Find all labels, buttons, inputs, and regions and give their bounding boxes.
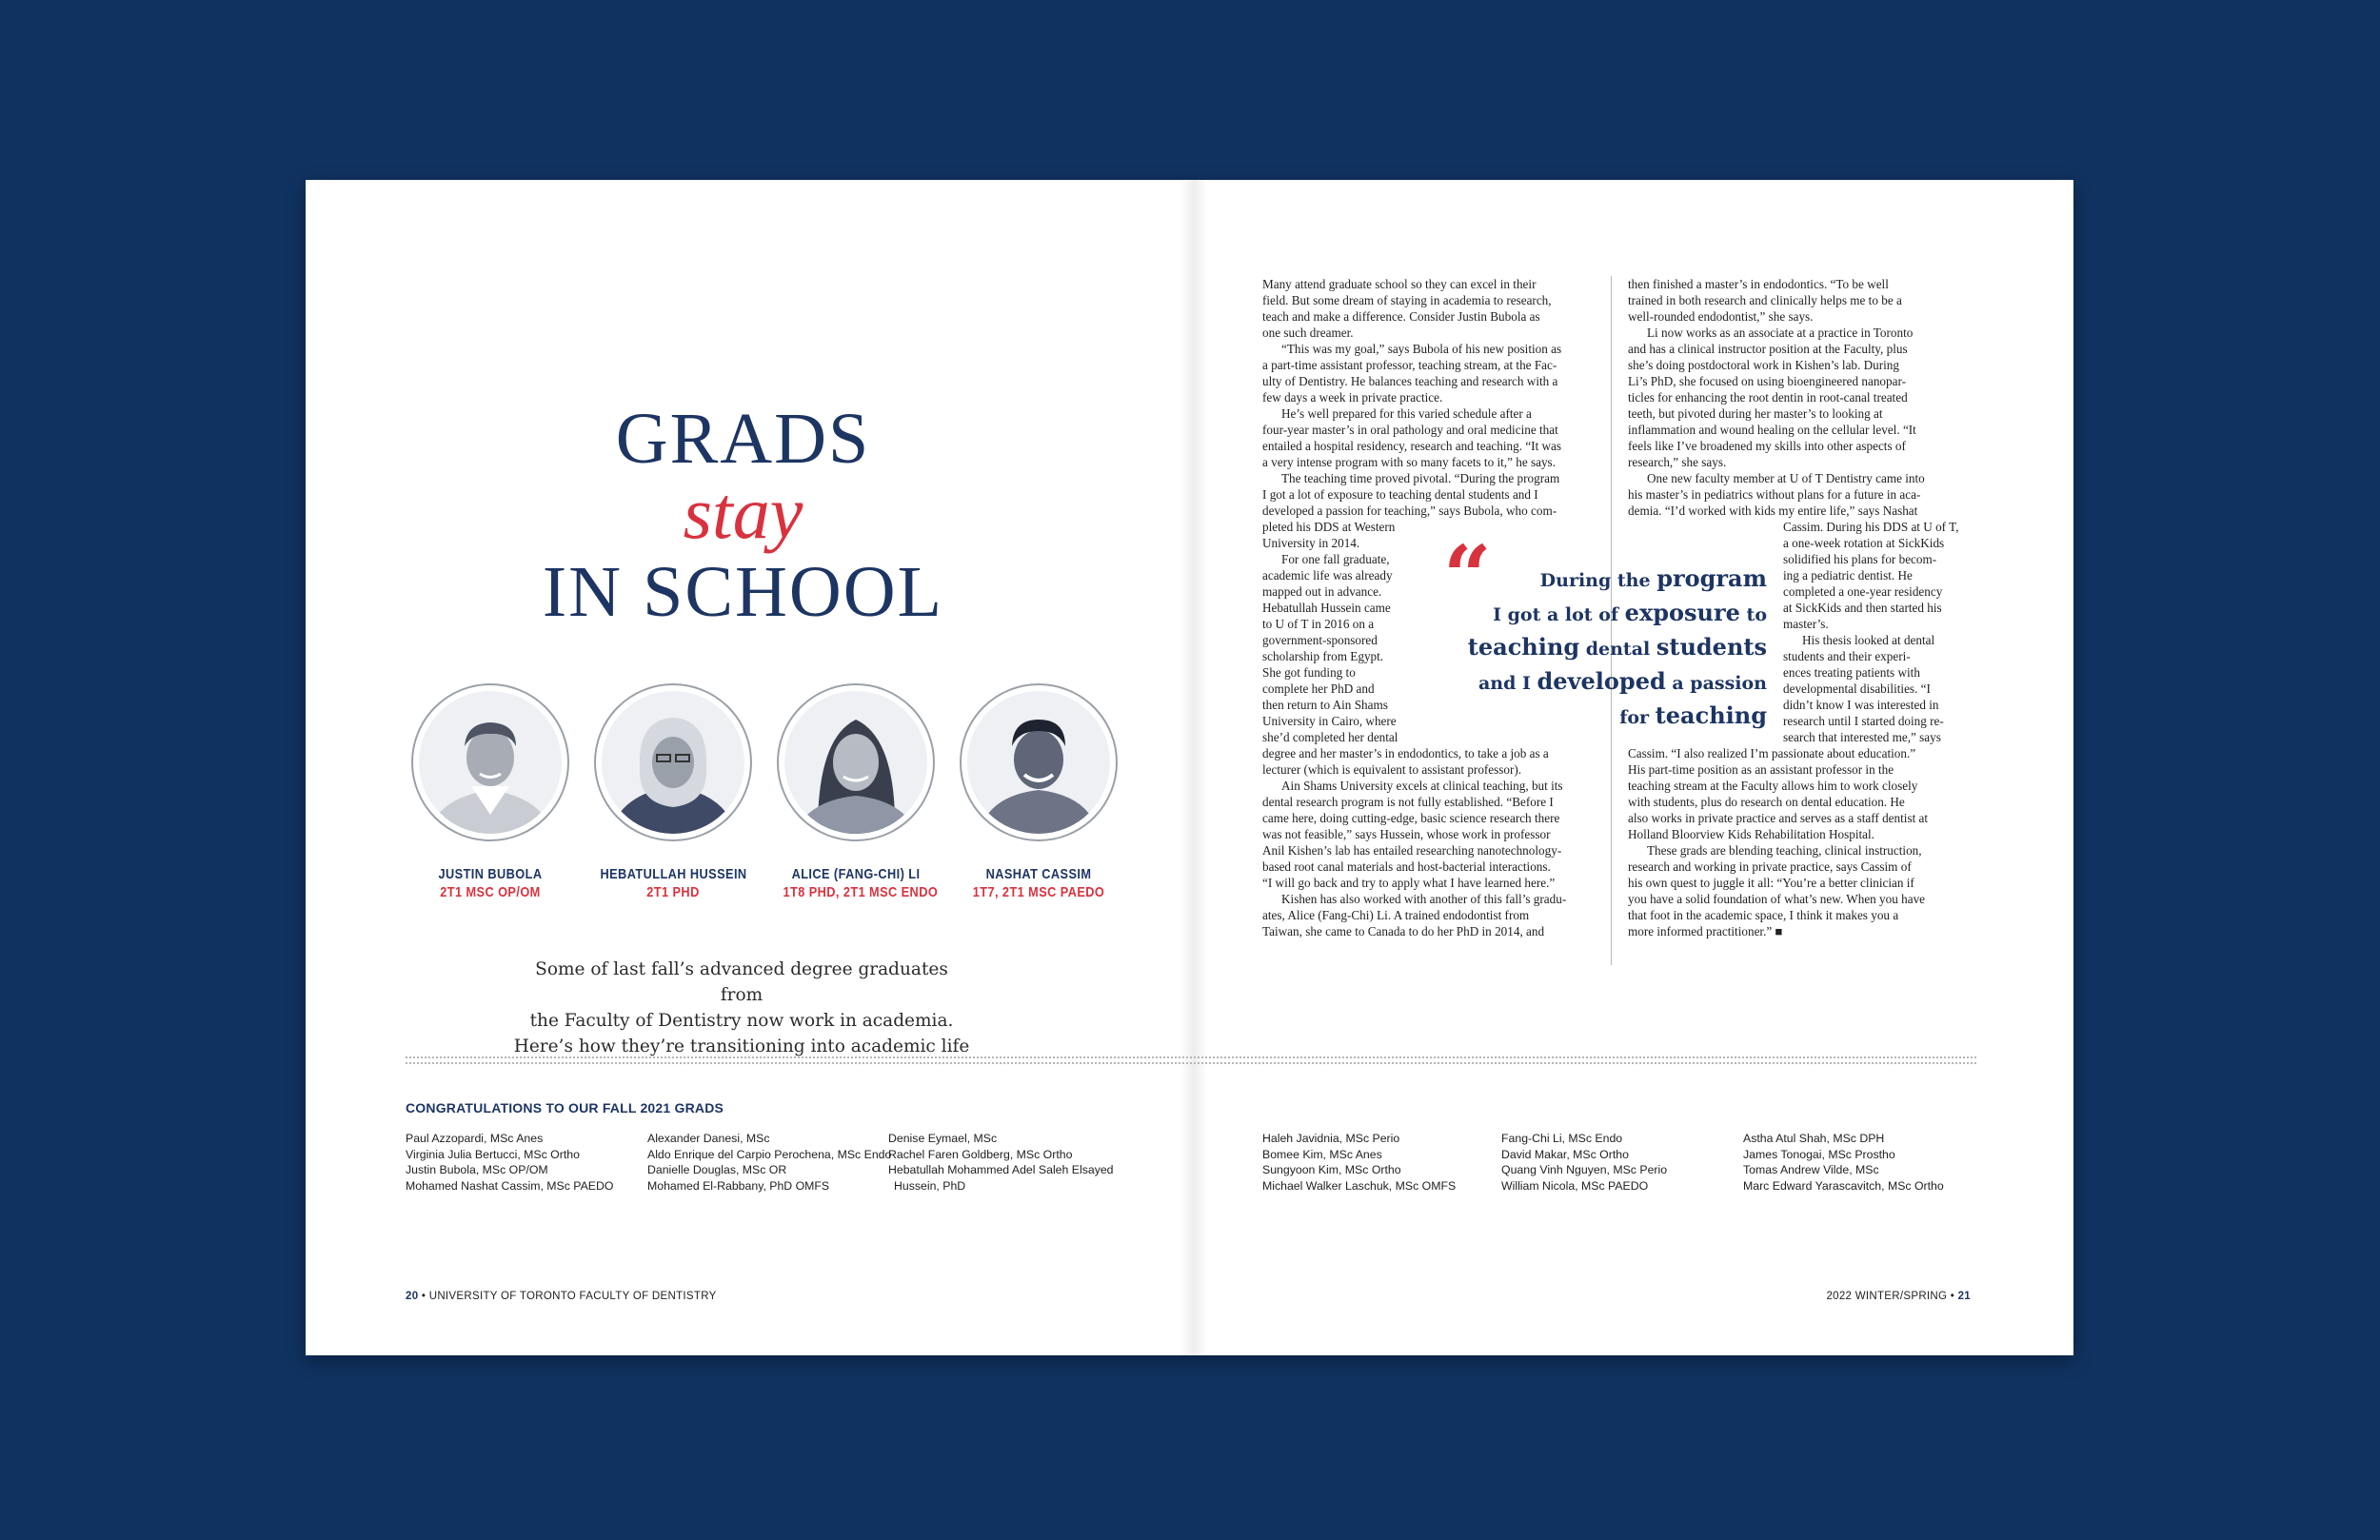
portrait-photo <box>411 683 569 841</box>
text-line: a very intense program with so many facets to it,” he says. <box>1262 455 1556 469</box>
text-line: a one-week rotation at SickKids <box>1783 536 1945 550</box>
text-line: solidified his plans for becom- <box>1783 552 1937 566</box>
person-photo-icon <box>419 691 562 834</box>
text-line: government-sponsored <box>1262 633 1378 647</box>
article-column-1-narrow <box>1262 535 1405 745</box>
grads-column <box>406 1131 613 1194</box>
folio-text: • UNIVERSITY OF TORONTO FACULTY OF DENTISTRY <box>418 1291 717 1302</box>
text-line: developmental disabilities. “I <box>1783 681 1931 696</box>
dotted-divider <box>406 1056 1976 1064</box>
quote-text: and I <box>1478 673 1537 694</box>
page-gutter <box>1180 180 1207 1355</box>
grads-column <box>1743 1131 1944 1194</box>
text-line: feels like I’ve broadened my skills into other aspects of <box>1628 439 1906 453</box>
quote-text: students <box>1656 633 1767 661</box>
text-line: His part-time position as an assistant professor in the <box>1628 762 1894 777</box>
text-line: a part-time assistant professor, teaching stream, at the Fac- <box>1262 358 1557 372</box>
grads-column <box>647 1131 891 1194</box>
text-line: Hebatullah Hussein came <box>1262 601 1391 615</box>
text-line: pleted his DDS at Western <box>1262 520 1396 534</box>
intro-line: Here’s how they’re transitioning into academic life <box>513 1037 970 1056</box>
text-line: teeth, but pivoted during her master’s to looking at <box>1628 406 1883 421</box>
text-line: Holland Bloorview Kids Rehabilitation Hospital. <box>1628 827 1874 841</box>
person-name: HEBATULLAH HUSSEIN <box>600 866 747 882</box>
headline-in-school: IN SCHOOL <box>542 552 944 632</box>
magazine-spread <box>306 180 2073 1355</box>
text-line: his own quest to juggle it all: “You’re a better clinician if <box>1628 876 1914 890</box>
text-line: “I will go back and try to apply what I have learned here.” <box>1262 876 1556 890</box>
quote-text: teaching <box>1467 633 1580 661</box>
text-line: ing a pediatric dentist. He <box>1783 568 1913 582</box>
text-line: She got funding to <box>1262 665 1356 680</box>
portrait-card <box>405 683 576 900</box>
quote-text: dental <box>1579 639 1656 660</box>
grad-entry: Fang-Chi Li, MSc Endo <box>1501 1132 1623 1145</box>
text-line: that foot in the academic space, I think it makes you a <box>1628 908 1899 922</box>
text-line: master’s. <box>1783 617 1829 631</box>
grad-entry: Tomas Andrew Vilde, MSc <box>1743 1163 1879 1176</box>
folio-left <box>406 1291 717 1302</box>
grad-entry: Astha Atul Shah, MSc DPH <box>1743 1132 1885 1145</box>
text-line: academic life was already <box>1262 568 1393 582</box>
text-line: was not feasible,” says Hussein, whose work in professor <box>1262 827 1551 841</box>
person-degree: 1T8 PHD, 2T1 MSC ENDO <box>783 884 939 900</box>
text-line: field. But some dream of staying in academia to research, <box>1262 293 1552 307</box>
text-line: students and their experi- <box>1783 649 1911 663</box>
text-line: University in Cairo, where <box>1262 714 1397 728</box>
text-line: demia. “I’d worked with kids my entire life,” says Nashat <box>1628 503 1918 518</box>
text-line: One new faculty member at U of T Dentistry came into <box>1647 471 1925 485</box>
text-line: inflammation and wound healing on the cellular level. “It <box>1628 423 1916 437</box>
quote-text: I got a lot of <box>1493 604 1625 625</box>
quote-text: exposure <box>1624 599 1740 626</box>
folio-text: 2022 WINTER/SPRING • <box>1826 1291 1958 1302</box>
grad-entry: Danielle Douglas, MSc OR <box>647 1163 787 1176</box>
portrait-row <box>405 683 1128 912</box>
text-line: research and working in private practice, says Cassim of <box>1628 859 1912 874</box>
text-line: then finished a master’s in endodontics. “To be well <box>1628 277 1889 291</box>
text-line: His thesis looked at dental <box>1802 633 1935 647</box>
text-line: more informed practitioner.” ■ <box>1628 924 1783 938</box>
text-line: trained in both research and clinically helps me to be a <box>1628 293 1902 307</box>
text-line: Anil Kishen’s lab has entailed researching nanotechnology- <box>1262 843 1562 858</box>
text-line: then return to Ain Shams <box>1262 698 1388 712</box>
grad-entry: Rachel Faren Goldberg, MSc Ortho <box>888 1147 1073 1161</box>
text-line: ences treating patients with <box>1783 665 1920 680</box>
text-line: came here, doing cutting-edge, basic science research there <box>1262 811 1560 825</box>
grad-entry: Marc Edward Yarascavitch, MSc Ortho <box>1743 1178 1944 1193</box>
grad-entry: Paul Azzopardi, MSc Anes <box>406 1132 544 1145</box>
text-line: well-rounded endodontist,” she says. <box>1628 309 1814 324</box>
person-photo-icon <box>784 691 927 834</box>
text-line: University in 2014. <box>1262 536 1360 550</box>
text-line: and has a clinical instructor position at the Faculty, plus <box>1628 342 1908 356</box>
text-line: Taiwan, she came to Canada to do her PhD in 2014, and <box>1262 924 1545 938</box>
text-line: lecturer (which is equivalent to assistant professor). <box>1262 762 1522 777</box>
grad-entry: Mohamed Nashat Cassim, MSc PAEDO <box>406 1178 614 1193</box>
text-line: at SickKids and then started his <box>1783 601 1942 615</box>
grad-entry: James Tonogai, MSc Prostho <box>1743 1147 1895 1161</box>
article-column-1-top <box>1262 276 1565 535</box>
text-line: mapped out in advance. <box>1262 584 1382 599</box>
text-line: didn’t know I was interested in <box>1783 698 1939 712</box>
text-line: He’s well prepared for this varied schedule after a <box>1281 406 1532 421</box>
folio-right <box>1826 1291 1971 1302</box>
text-line: completed a one-year residency <box>1783 584 1943 599</box>
text-line: entailed a hospital residency, research and teaching. “It was <box>1262 439 1562 453</box>
text-line: complete her PhD and <box>1262 681 1375 696</box>
text-line: Cassim. During his DDS at U of T, <box>1783 520 1959 534</box>
quote-text: a passion <box>1665 673 1767 694</box>
text-line: degree and her master’s in endodontics, to take a job as a <box>1262 746 1549 760</box>
text-line: teach and make a difference. Consider Justin Bubola as <box>1262 309 1540 324</box>
text-line: scholarship from Egypt. <box>1262 649 1384 663</box>
grad-entry: Justin Bubola, MSc OP/OM <box>406 1163 548 1176</box>
portrait-photo <box>594 683 752 841</box>
portrait-photo <box>777 683 935 841</box>
person-degree: 2T1 MSC OP/OM <box>440 884 541 900</box>
grad-entry: Aldo Enrique del Carpio Perochena, MSc Endo <box>647 1147 892 1161</box>
text-line: Li’s PhD, she focused on using bioengineered nanopar- <box>1628 374 1906 388</box>
grad-entry: Quang Vinh Nguyen, MSc Perio <box>1501 1163 1668 1176</box>
grad-entry: Bomee Kim, MSc Anes <box>1262 1147 1382 1161</box>
intro-line: the Faculty of Dentistry now work in academia. <box>529 1011 954 1031</box>
portrait-card <box>587 683 759 900</box>
quote-text: During the <box>1539 570 1657 591</box>
intro-deck <box>513 957 970 1059</box>
text-line: The teaching time proved pivotal. “During the program <box>1281 471 1560 485</box>
text-line: four-year master’s in oral pathology and oral medicine that <box>1262 423 1558 437</box>
text-line: Kishen has also worked with another of this fall’s gradu- <box>1281 892 1567 906</box>
article-column-2-bottom <box>1628 745 1933 939</box>
person-name: ALICE (FANG-CHI) LI <box>791 866 921 882</box>
text-line: search that interested me,” says <box>1783 730 1941 744</box>
grad-entry: William Nicola, MSc PAEDO <box>1501 1178 1649 1193</box>
text-line: she’d completed her dental <box>1262 730 1398 744</box>
grad-entry: Hebatullah Mohammed Adel Saleh Elsayed <box>888 1163 1114 1176</box>
portrait-photo <box>960 683 1118 841</box>
quote-text: to <box>1739 604 1767 625</box>
person-photo-icon <box>602 691 744 834</box>
text-line: you have a solid foundation of what’s new. When you have <box>1628 892 1926 906</box>
quote-text: developed <box>1537 667 1666 695</box>
headline-grads: GRADS <box>615 399 871 479</box>
text-line: teaching stream at the Faculty allows him to work closely <box>1628 779 1918 793</box>
grads-column <box>1262 1131 1456 1194</box>
grads-column <box>888 1131 1114 1194</box>
congrats-heading: CONGRATULATIONS TO OUR FALL 2021 GRADS <box>406 1100 724 1116</box>
text-line: research,” she says. <box>1628 455 1727 469</box>
portrait-card <box>953 683 1124 900</box>
text-line: to U of T in 2016 on a <box>1262 617 1375 631</box>
text-line: also works in private practice and serves as a staff dentist at <box>1628 811 1929 825</box>
text-line: his master’s in pediatrics without plans for a future in aca- <box>1628 487 1921 502</box>
text-line: Li now works as an associate at a practice in Toronto <box>1647 326 1914 340</box>
person-name: NASHAT CASSIM <box>985 866 1092 882</box>
text-line: few days a week in private practice. <box>1262 390 1443 405</box>
text-line: she’s doing postdoctoral work in Kishen’s lab. During <box>1628 358 1899 372</box>
quote-text: teaching <box>1655 701 1767 729</box>
text-line: These grads are blending teaching, clinical instruction, <box>1647 843 1922 858</box>
page-number: 21 <box>1957 1291 1971 1302</box>
article-column-2-top <box>1628 276 1933 519</box>
text-line: Ain Shams University excels at clinical teaching, but its <box>1281 779 1563 793</box>
text-line: ticles for enhancing the root dentin in root-canal treated <box>1628 390 1908 405</box>
headline-stay: stay <box>683 471 803 554</box>
text-line: dental research program is not fully established. “Before I <box>1262 795 1554 809</box>
portrait-card <box>770 683 942 900</box>
intro-line: Some of last fall’s advanced degree graduates from <box>535 959 948 1005</box>
grad-entry: Denise Eymael, MSc <box>888 1132 998 1145</box>
text-line: with students, plus do research on dental education. He <box>1628 795 1905 809</box>
grad-entry: Sungyoon Kim, MSc Ortho <box>1262 1163 1401 1176</box>
grads-column <box>1501 1131 1667 1194</box>
person-photo-icon <box>967 691 1110 834</box>
text-line: developed a passion for teaching,” says Bubola, who com- <box>1262 503 1557 518</box>
article-column-1-bottom <box>1262 745 1565 939</box>
quote-mark-icon: “ <box>1443 526 1492 625</box>
article-column-2-narrow <box>1783 519 1959 745</box>
text-line: For one fall graduate, <box>1281 552 1390 566</box>
text-line: Cassim. “I also realized I’m passionate about education.” <box>1628 746 1916 760</box>
grad-entry: Mohamed El-Rabbany, PhD OMFS <box>647 1178 830 1193</box>
text-line: ates, Alice (Fang-Chi) Li. A trained endodontist from <box>1262 908 1530 922</box>
page-number: 20 <box>406 1291 419 1302</box>
text-line: I got a lot of exposure to teaching dental students and I <box>1262 487 1538 502</box>
text-line: Many attend graduate school so they can excel in their <box>1262 277 1537 291</box>
grad-entry: David Makar, MSc Ortho <box>1501 1147 1629 1161</box>
grad-entry: Hussein, PhD <box>894 1178 966 1193</box>
text-line: one such dreamer. <box>1262 326 1354 340</box>
text-line: based root canal materials and host-bacterial interactions. <box>1262 859 1551 874</box>
person-degree: 2T1 PHD <box>646 884 700 900</box>
person-degree: 1T7, 2T1 MSC PAEDO <box>972 884 1105 900</box>
quote-text: for <box>1619 707 1656 728</box>
grad-entry: Michael Walker Laschuk, MSc OMFS <box>1262 1178 1457 1193</box>
person-name: JUSTIN BUBOLA <box>438 866 543 882</box>
quote-text: program <box>1656 564 1767 592</box>
pull-quote <box>1448 563 1767 734</box>
text-line: ulty of Dentistry. He balances teaching and research with a <box>1262 374 1558 388</box>
text-line: research until I started doing re- <box>1783 714 1944 728</box>
grad-entry: Virginia Julia Bertucci, MSc Ortho <box>406 1147 580 1161</box>
text-line: “This was my goal,” says Bubola of his new position as <box>1281 342 1562 356</box>
grad-entry: Alexander Danesi, MSc <box>647 1132 770 1145</box>
grad-entry: Haleh Javidnia, MSc Perio <box>1262 1132 1400 1145</box>
